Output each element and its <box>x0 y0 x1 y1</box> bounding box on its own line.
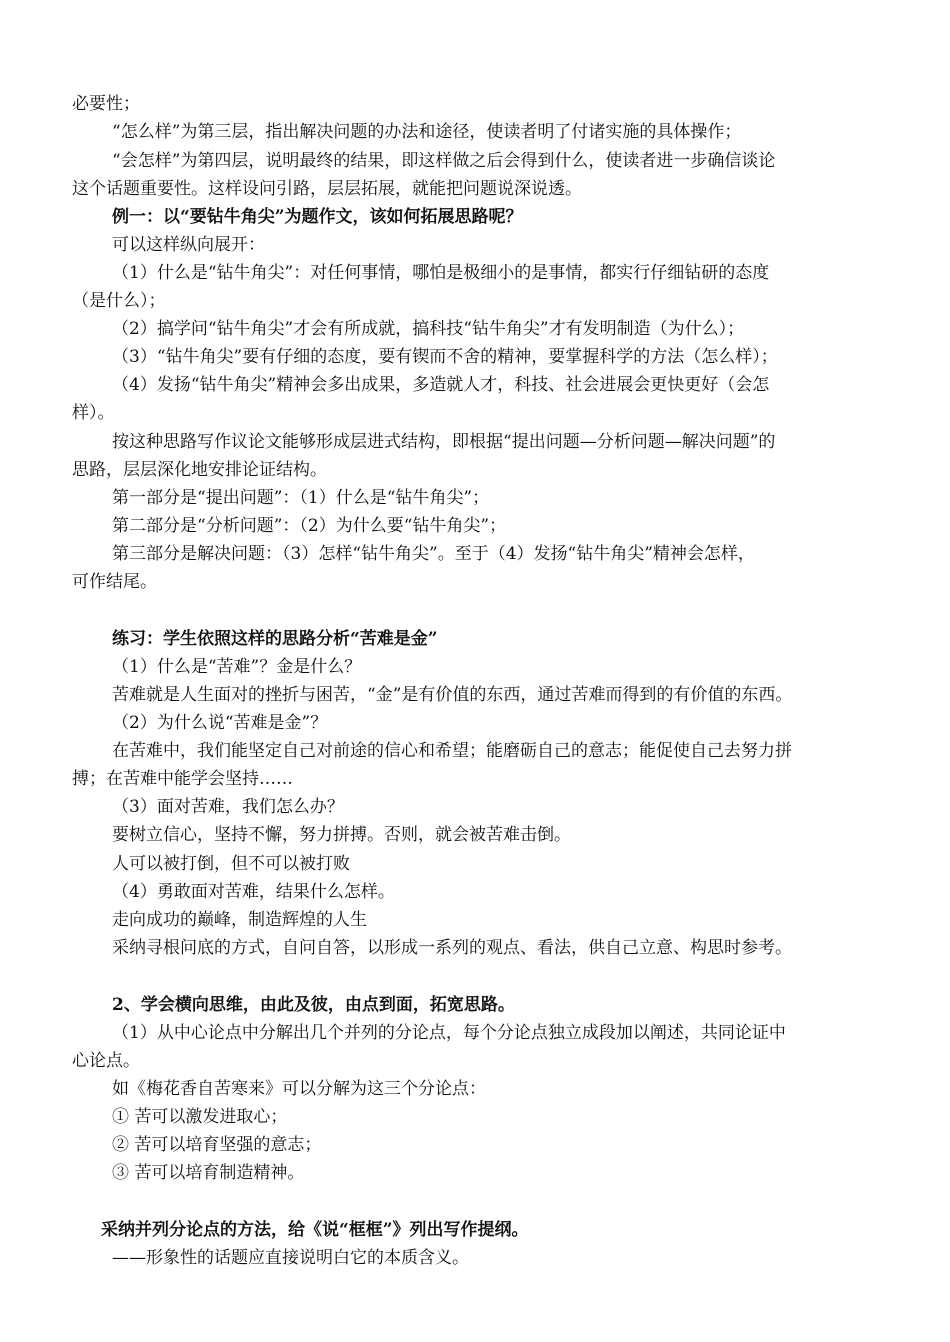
text-line: 第一部分是“提出问题”：（1）什么是“钻牛角尖”； <box>112 488 490 508</box>
list-item: （3）面对苦难，我们怎么办？ <box>112 797 344 817</box>
text-line: 搏；在苦难中能学会坚持…… <box>72 769 293 789</box>
text-line: 思路，层层深化地安排论证结构。 <box>72 460 327 480</box>
text-line: 心论点。 <box>72 1051 140 1071</box>
section-heading: 2、学会横向思维，由此及彼，由点到面，拓宽思路。 <box>112 995 515 1015</box>
text-line: “会怎样”为第四层，说明最终的结果，即这样做之后会得到什么，使读者进一步确信谈论 <box>112 151 776 171</box>
text-line: 苦难就是人生面对的挫折与困苦，“金”是有价值的东西，通过苦难而得到的有价值的东西。 <box>112 685 793 705</box>
list-item: ① 苦可以激发进取心； <box>112 1107 288 1127</box>
exercise-heading: 练习：学生依照这样的思路分析“苦难是金” <box>112 629 438 649</box>
text-line: 人可以被打倒，但不可以被打败 <box>112 854 350 874</box>
list-item: （1）什么是“钻牛角尖”：对任何事情，哪怕是极细小的是事情，都实行仔细钻研的态度 <box>112 263 770 283</box>
text-line: 第三部分是解决问题：（3）怎样“钻牛角尖”。至于（4）发扬“钻牛角尖”精神会怎样， <box>112 544 755 564</box>
text-line: 要树立信心，坚持不懈，努力拼搏。否则，就会被苦难击倒。 <box>112 825 571 845</box>
text-line: 必要性； <box>72 94 140 114</box>
text-line: 可以这样纵向展开： <box>112 235 265 255</box>
task-heading: 采纳并列分论点的方法，给《说“框框”》列出写作提纲。 <box>101 1220 529 1240</box>
text-line: 在苦难中，我们能坚定自己对前途的信心和希望；能磨砺自己的意志；能促使自己去努力拼 <box>112 741 792 761</box>
list-item: （4）发扬“钻牛角尖”精神会多出成果，多造就人才，科技、社会进展会更快更好（会怎 <box>112 375 770 395</box>
list-item: （2）搞学问“钻牛角尖”才会有所成就，搞科技“钻牛角尖”才有发明制造（为什么）； <box>112 319 745 339</box>
text-line: 如《梅花香自苦寒来》可以分解为这三个分论点： <box>112 1079 486 1099</box>
list-item: （1）什么是“苦难”？金是什么？ <box>112 657 362 677</box>
text-line: 这个话题重要性。这样设问引路，层层拓展，就能把问题说深说透。 <box>72 179 582 199</box>
text-line: ——形象性的话题应直接说明白它的本质含义。 <box>112 1248 469 1268</box>
text-line: “怎么样”为第三层，指出解决问题的办法和途径，使读者明了付诸实施的具体操作； <box>112 122 742 142</box>
example-heading: 例一：以“要钻牛角尖”为题作文，该如何拓展思路呢？ <box>112 207 523 227</box>
text-line: 走向成功的巅峰，制造辉煌的人生 <box>112 910 367 930</box>
list-item: （4）勇敢面对苦难，结果什么怎样。 <box>112 882 395 902</box>
text-line: 第二部分是“分析问题”：（2）为什么要“钻牛角尖”； <box>112 516 507 536</box>
list-item: （2）为什么说“苦难是金”？ <box>112 713 328 733</box>
list-item: （1）从中心论点中分解出几个并列的分论点，每个分论点独立成段加以阐述，共同论证中 <box>112 1023 786 1043</box>
list-item: ② 苦可以培育坚强的意志； <box>112 1135 322 1155</box>
list-item: （3）“钻牛角尖”要有仔细的态度，要有锲而不舍的精神，要掌握科学的方法（怎么样）； <box>112 347 778 367</box>
text-line: （是什么）； <box>72 291 166 311</box>
text-line: 采纳寻根问底的方式，自问自答，以形成一系列的观点、看法，供自己立意、构思时参考。 <box>112 938 792 958</box>
list-item: ③ 苦可以培育制造精神。 <box>112 1163 305 1183</box>
text-line: 按这种思路写作议论文能够形成层进式结构，即根据“提出问题—分析问题—解决问题”的 <box>112 432 776 452</box>
text-line: 样）。 <box>72 403 115 423</box>
text-line: 可作结尾。 <box>72 572 157 592</box>
